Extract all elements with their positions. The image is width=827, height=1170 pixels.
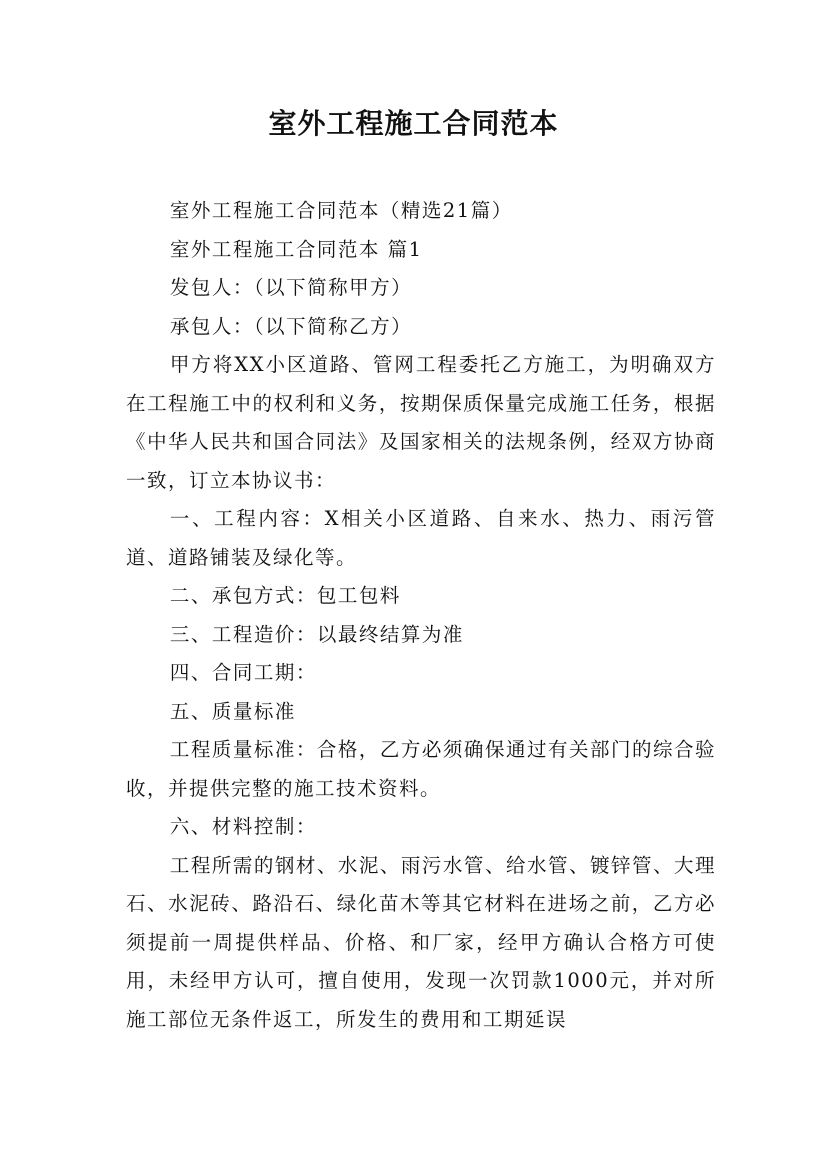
section-heading: 室外工程施工合同范本 篇1 bbox=[169, 237, 423, 261]
document-title: 室外工程施工合同范本 bbox=[268, 107, 559, 140]
intro-paragraph: 甲方将XX小区道路、管网工程委托乙方施工，为明确双方在工程施工中的权利和义务，按期保质保量完成施工任务，根据《中华人民共和国合同法》及国家相关的法规条例，经双方协商一致，订立本协议书： bbox=[126, 353, 716, 492]
clause-2: 二、承包方式：包工包料 bbox=[169, 584, 401, 607]
quality-standard-paragraph: 工程质量标准：合格，乙方必须确保通过有关部门的综合验收，并提供完整的施工技术资料。 bbox=[126, 738, 716, 800]
document-body bbox=[126, 192, 716, 1039]
material-control-paragraph: 工程所需的钢材、水泥、雨污水管、给水管、镀锌管、大理石、水泥砖、路沿石、绿化苗木等其它材料在进场之前，乙方必须提前一周提供样品、价格、和厂家，经甲方确认合格方可使用，未经甲方认可，擅自使用，发现一次罚款1000元，并对所施工部位无条件返工，所发生的费用和工期延误 bbox=[126, 853, 716, 1031]
subtitle-paragraph: 室外工程施工合同范本（精选21篇） bbox=[169, 199, 513, 222]
clause-6: 六、材料控制： bbox=[169, 815, 317, 838]
clause-4: 四、合同工期： bbox=[169, 661, 317, 684]
party-a-line: 发包人：（以下简称甲方） bbox=[169, 276, 413, 299]
party-b-line: 承包人：（以下简称乙方） bbox=[169, 314, 413, 338]
clause-5: 五、质量标准 bbox=[169, 699, 296, 723]
clause-1: 一、工程内容：X相关小区道路、自来水、热力、雨污管道、道路铺装及绿化等。 bbox=[126, 507, 716, 569]
clause-3: 三、工程造价：以最终结算为准 bbox=[169, 622, 464, 646]
